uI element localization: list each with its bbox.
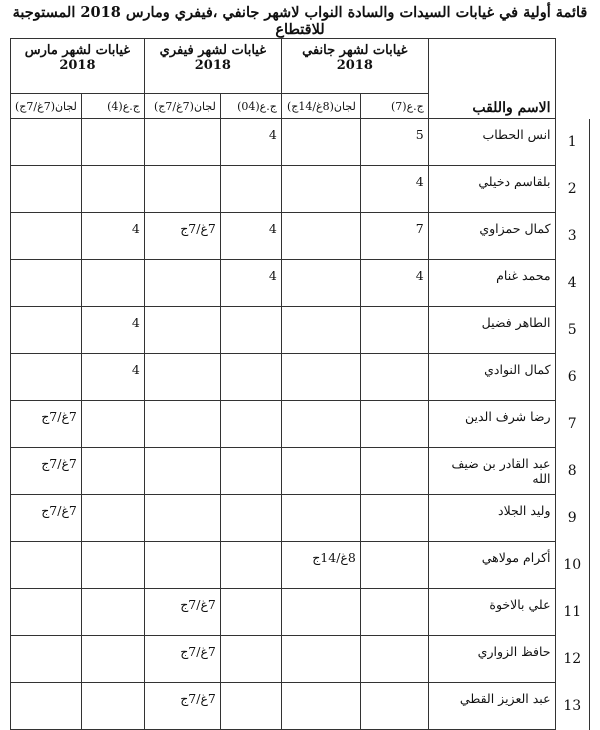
mar-committee-cell [11, 354, 82, 401]
row-number: 9 [555, 495, 589, 542]
jan-committee-cell [281, 448, 360, 495]
mar-plenary-cell [81, 495, 144, 542]
mar-plenary-cell [81, 166, 144, 213]
feb-plenary-cell: 4 [220, 213, 281, 260]
table-row [11, 354, 590, 401]
row-number: 8 [555, 448, 589, 495]
name-header: الاسم واللقب [428, 39, 555, 119]
table-row [11, 542, 590, 589]
feb-plenary-cell [220, 636, 281, 683]
table-row [11, 589, 590, 636]
feb-plenary-cell [220, 354, 281, 401]
jan-plenary-cell [360, 589, 428, 636]
member-name: عبد العزيز القطي [428, 683, 555, 730]
row-number: 11 [555, 589, 589, 636]
jan-committee-cell: 8غ/14ج [281, 542, 360, 589]
jan-committee-header: لجان(8غ/14ج) [281, 94, 360, 119]
jan-plenary-cell: 4 [360, 166, 428, 213]
row-number: 2 [555, 166, 589, 213]
row-number: 6 [555, 354, 589, 401]
table-row [11, 683, 590, 730]
feb-plenary-header: ج.ع(04) [220, 94, 281, 119]
table-row [11, 307, 590, 354]
feb-plenary-cell [220, 448, 281, 495]
feb-plenary-cell [220, 542, 281, 589]
member-name: حافظ الزواري [428, 636, 555, 683]
feb-plenary-cell [220, 495, 281, 542]
mar-plenary-cell: 4 [81, 307, 144, 354]
table-row [11, 166, 590, 213]
jan-plenary-cell [360, 683, 428, 730]
feb-plenary-cell [220, 166, 281, 213]
jan-plenary-cell [360, 636, 428, 683]
row-number: 3 [555, 213, 589, 260]
mar-plenary-header: ج.ع(4) [81, 94, 144, 119]
member-name: أكرام مولاهي [428, 542, 555, 589]
feb-committee-cell [144, 495, 220, 542]
jan-committee-cell [281, 401, 360, 448]
jan-plenary-cell [360, 495, 428, 542]
table-row [11, 213, 590, 260]
mar-plenary-cell [81, 119, 144, 166]
table-row [11, 401, 590, 448]
member-name: محمد غنام [428, 260, 555, 307]
mar-committee-cell [11, 307, 82, 354]
feb-plenary-cell [220, 683, 281, 730]
mar-plenary-cell [81, 542, 144, 589]
mar-committee-cell [11, 166, 82, 213]
feb-committee-cell [144, 401, 220, 448]
table-row [11, 260, 590, 307]
jan-committee-cell [281, 119, 360, 166]
row-number: 12 [555, 636, 589, 683]
row-number: 1 [555, 119, 589, 166]
feb-committee-cell [144, 307, 220, 354]
mar-plenary-cell: 4 [81, 354, 144, 401]
jan-plenary-cell: 4 [360, 260, 428, 307]
mar-committee-cell: 7غ/7ج [11, 401, 82, 448]
feb-committee-cell: 7غ/7ج [144, 213, 220, 260]
feb-plenary-cell [220, 401, 281, 448]
mar-committee-header: لجان(7غ/7ج) [11, 94, 82, 119]
member-name: عبد القادر بن ضيف الله [428, 448, 555, 495]
row-number: 4 [555, 260, 589, 307]
row-number: 5 [555, 307, 589, 354]
mar-plenary-cell [81, 636, 144, 683]
jan-plenary-cell [360, 354, 428, 401]
mar-committee-cell: 7غ/7ج [11, 495, 82, 542]
table-row [11, 119, 590, 166]
feb-committee-cell: 7غ/7ج [144, 589, 220, 636]
mar-committee-cell [11, 589, 82, 636]
absences-table [10, 38, 590, 730]
mar-committee-cell [11, 260, 82, 307]
jan-plenary-cell [360, 307, 428, 354]
mar-committee-cell [11, 213, 82, 260]
jan-plenary-cell [360, 401, 428, 448]
feb-committee-cell [144, 448, 220, 495]
feb-plenary-cell [220, 307, 281, 354]
feb-committee-cell: 7غ/7ج [144, 683, 220, 730]
feb-committee-cell [144, 119, 220, 166]
table-row [11, 448, 590, 495]
jan-committee-cell [281, 354, 360, 401]
member-name: وليد الجلاد [428, 495, 555, 542]
mar-plenary-cell [81, 683, 144, 730]
feb-plenary-cell: 4 [220, 260, 281, 307]
member-name: بلقاسم دخيلي [428, 166, 555, 213]
row-number: 10 [555, 542, 589, 589]
document-title: قائمة أولية في غيابات السيدات والسادة النواب لاشهر جانفي ،فيفري ومارس 2018 المستوجبة للاقتطاع [12, 4, 588, 38]
member-name: رضا شرف الدين [428, 401, 555, 448]
jan-plenary-cell [360, 542, 428, 589]
mar-committee-cell [11, 119, 82, 166]
jan-plenary-cell: 5 [360, 119, 428, 166]
jan-committee-cell [281, 307, 360, 354]
feb-plenary-cell [220, 589, 281, 636]
feb-committee-cell: 7غ/7ج [144, 636, 220, 683]
feb-committee-cell [144, 542, 220, 589]
jan-committee-cell [281, 213, 360, 260]
member-name: انس الحطاب [428, 119, 555, 166]
mar-committee-cell: 7غ/7ج [11, 448, 82, 495]
jan-plenary-header: ج.ع(7) [360, 94, 428, 119]
member-name: كمال النوادي [428, 354, 555, 401]
feb-committee-cell [144, 260, 220, 307]
mar-committee-cell [11, 683, 82, 730]
jan-committee-cell [281, 589, 360, 636]
jan-plenary-cell: 7 [360, 213, 428, 260]
mar-plenary-cell [81, 401, 144, 448]
jan-committee-cell [281, 683, 360, 730]
member-name: علي بالاخوة [428, 589, 555, 636]
table-row [11, 495, 590, 542]
feb-committee-header: لجان(7غ/7ج) [144, 94, 220, 119]
mar-plenary-cell: 4 [81, 213, 144, 260]
february-header: غيابات لشهر فيفري 2018 [144, 39, 281, 94]
feb-committee-cell [144, 166, 220, 213]
jan-committee-cell [281, 166, 360, 213]
jan-committee-cell [281, 260, 360, 307]
member-name: كمال حمزاوي [428, 213, 555, 260]
mar-plenary-cell [81, 260, 144, 307]
march-header: غيابات لشهر مارس 2018 [11, 39, 145, 94]
mar-committee-cell [11, 542, 82, 589]
jan-committee-cell [281, 636, 360, 683]
jan-committee-cell [281, 495, 360, 542]
number-header [555, 39, 589, 119]
mar-plenary-cell [81, 448, 144, 495]
row-number: 7 [555, 401, 589, 448]
feb-plenary-cell: 4 [220, 119, 281, 166]
table-row [11, 636, 590, 683]
mar-committee-cell [11, 636, 82, 683]
row-number: 13 [555, 683, 589, 730]
member-name: الطاهر فضيل [428, 307, 555, 354]
january-header: غيابات لشهر جانفي 2018 [281, 39, 428, 94]
feb-committee-cell [144, 354, 220, 401]
mar-plenary-cell [81, 589, 144, 636]
jan-plenary-cell [360, 448, 428, 495]
